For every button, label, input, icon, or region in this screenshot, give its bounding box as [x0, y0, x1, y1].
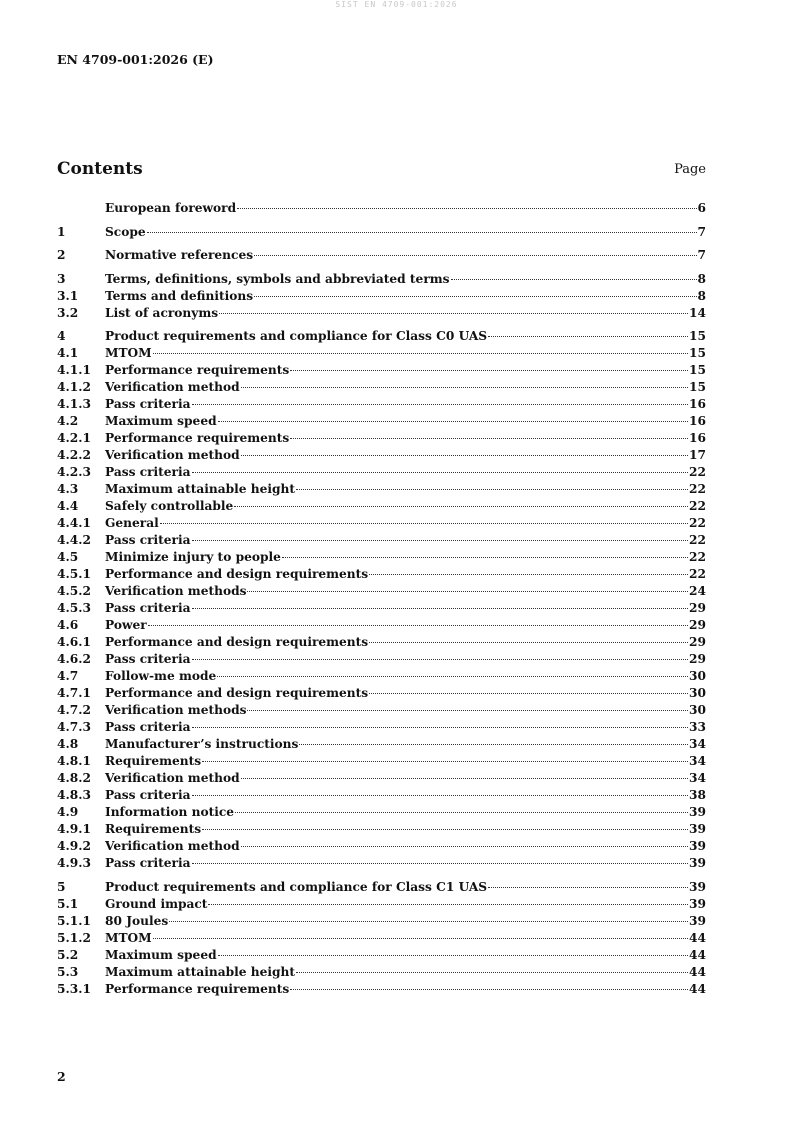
toc-entry[interactable] — [57, 448, 706, 465]
toc-entry-number: 4.7.2 — [57, 703, 91, 717]
toc-entry-title: MTOM — [105, 930, 152, 945]
toc-dot-leader — [290, 989, 688, 990]
toc-entry-title: Product requirements and compliance for Class C0 UAS — [105, 329, 488, 343]
toc-entry-title: Performance requirements — [105, 981, 290, 996]
toc-entry-page: 39 — [689, 896, 706, 911]
toc-entry-number: 4.1 — [57, 346, 79, 360]
toc-entry-title: Maximum speed — [105, 947, 217, 962]
toc-entry[interactable] — [57, 931, 706, 948]
toc-entry-page: 38 — [689, 788, 706, 802]
toc-entry-number: 4.6.2 — [57, 652, 91, 666]
toc-entry-page: 17 — [689, 448, 706, 462]
toc-entry[interactable] — [57, 431, 706, 448]
toc-entry-title: Performance and design requirements — [105, 635, 369, 649]
toc-entry-title: Follow-me mode — [105, 669, 217, 683]
toc-entry-page: 22 — [689, 516, 706, 530]
toc-dot-leader — [247, 591, 688, 592]
toc-dot-leader — [282, 557, 688, 558]
toc-entry[interactable] — [57, 363, 706, 380]
toc-entry-page: 22 — [689, 499, 706, 513]
toc-dot-leader — [169, 921, 688, 922]
page-number: 2 — [57, 1069, 66, 1084]
toc-entry-page: 22 — [689, 482, 706, 496]
toc-entry-number: 4.8 — [57, 737, 79, 751]
toc-entry-number: 4.1.3 — [57, 397, 91, 411]
toc-dot-leader — [160, 523, 688, 524]
toc-entry-page: 8 — [697, 271, 706, 286]
toc-entry-number: 5.1.1 — [57, 913, 91, 928]
toc-dot-leader — [241, 455, 688, 456]
toc-dot-leader — [241, 846, 688, 847]
toc-entry-title: Pass criteria — [105, 720, 191, 734]
toc-entry-page: 29 — [689, 652, 706, 666]
toc-entry[interactable] — [57, 880, 706, 897]
toc-entry-number: 4.1.1 — [57, 363, 91, 377]
toc-dot-leader — [192, 863, 689, 864]
toc-entry-page: 7 — [697, 224, 706, 239]
toc-entry-number: 4.8.3 — [57, 788, 91, 802]
toc-entry-number: 4.6.1 — [57, 635, 91, 649]
toc-entry[interactable] — [57, 289, 706, 306]
toc-dot-leader — [192, 795, 689, 796]
toc-dot-leader — [254, 296, 696, 297]
toc-entry-title: Pass criteria — [105, 856, 191, 870]
toc-entry-page: 44 — [689, 930, 706, 945]
toc-dot-leader — [235, 812, 688, 813]
toc-entry[interactable] — [57, 720, 706, 737]
toc-entry-number: 4.8.1 — [57, 754, 91, 768]
toc-entry-number: 4.4 — [57, 499, 79, 513]
toc-entry-title: Verification method — [105, 771, 240, 785]
watermark: SIST EN 4709-001:2026 — [335, 0, 458, 9]
toc-entry[interactable] — [57, 635, 706, 652]
toc-entry-title: Verification method — [105, 380, 240, 394]
toc-entry-title: Information notice — [105, 805, 235, 819]
toc-entry-title: Terms and definitions — [105, 288, 254, 303]
toc-entry-title: General — [105, 516, 159, 530]
toc-entry-page: 39 — [689, 839, 706, 853]
toc-entry[interactable] — [57, 567, 706, 584]
toc-entry[interactable] — [57, 618, 706, 635]
toc-entry-title: Pass criteria — [105, 601, 191, 615]
toc-dot-leader — [488, 336, 688, 337]
toc-entry-page: 39 — [689, 856, 706, 870]
toc-entry-number: 4.7.1 — [57, 686, 91, 700]
toc-entry[interactable] — [57, 737, 706, 754]
toc-entry-page: 7 — [697, 248, 706, 262]
toc-entry-number: 4.7.3 — [57, 720, 91, 734]
table-of-contents — [57, 201, 706, 999]
toc-entry-number: 4.1.2 — [57, 380, 91, 394]
toc-entry-page: 8 — [697, 288, 706, 303]
toc-entry-page: 16 — [689, 431, 706, 445]
toc-entry[interactable] — [57, 533, 706, 550]
toc-entry-title: Verification method — [105, 839, 240, 853]
toc-entry-title: Normative references — [105, 248, 254, 262]
toc-dot-leader — [147, 232, 697, 233]
toc-entry-page: 6 — [697, 201, 706, 215]
toc-dot-leader — [254, 255, 696, 256]
toc-dot-leader — [192, 608, 689, 609]
toc-dot-leader — [290, 370, 688, 371]
toc-entry-title: MTOM — [105, 346, 152, 360]
toc-entry-title: Performance and design requirements — [105, 686, 369, 700]
toc-dot-leader — [247, 710, 688, 711]
toc-entry[interactable] — [57, 201, 706, 218]
toc-entry[interactable] — [57, 897, 706, 914]
toc-entry[interactable] — [57, 601, 706, 618]
toc-entry-page: 14 — [689, 305, 706, 320]
toc-entry-number: 4.5.1 — [57, 567, 91, 581]
toc-entry-page: 15 — [689, 380, 706, 394]
toc-entry[interactable] — [57, 584, 706, 601]
toc-entry[interactable] — [57, 306, 706, 323]
toc-entry-title: Performance requirements — [105, 431, 290, 445]
toc-dot-leader — [299, 744, 688, 745]
toc-dot-leader — [192, 659, 689, 660]
toc-entry-title: Pass criteria — [105, 465, 191, 479]
toc-entry[interactable] — [57, 499, 706, 516]
toc-entry-page: 34 — [689, 737, 706, 751]
toc-entry-number: 4.6 — [57, 618, 79, 632]
toc-dot-leader — [202, 761, 688, 762]
toc-entry-title: Requirements — [105, 822, 202, 836]
toc-entry-page: 29 — [689, 618, 706, 632]
toc-entry-number: 4.5.3 — [57, 601, 91, 615]
toc-entry-page: 44 — [689, 964, 706, 979]
toc-entry-title: Ground impact — [105, 896, 208, 911]
toc-entry[interactable] — [57, 703, 706, 720]
toc-dot-leader — [241, 387, 688, 388]
toc-entry[interactable] — [57, 346, 706, 363]
document-id: EN 4709-001:2026 (E) — [57, 52, 214, 67]
toc-entry-title: Terms, definitions, symbols and abbreviated terms — [105, 271, 450, 286]
toc-dot-leader — [296, 972, 688, 973]
toc-entry-page: 33 — [689, 720, 706, 734]
toc-dot-leader — [219, 313, 688, 314]
toc-dot-leader — [202, 829, 688, 830]
toc-entry-title: Product requirements and compliance for Class C1 UAS — [105, 879, 488, 894]
toc-entry-number: 1 — [57, 224, 66, 239]
toc-entry[interactable] — [57, 771, 706, 788]
toc-entry-title: Verification method — [105, 448, 240, 462]
toc-entry[interactable] — [57, 482, 706, 499]
toc-entry-number: 4.2 — [57, 414, 79, 428]
toc-entry[interactable] — [57, 397, 706, 414]
toc-entry-title: Scope — [105, 224, 146, 239]
toc-entry[interactable] — [57, 982, 706, 999]
toc-entry[interactable] — [57, 414, 706, 431]
toc-dot-leader — [192, 540, 689, 541]
toc-entry-number: 5.1 — [57, 896, 79, 911]
toc-entry-number: 2 — [57, 248, 66, 262]
toc-entry-number: 5.2 — [57, 947, 79, 962]
toc-entry-title: Maximum attainable height — [105, 964, 296, 979]
toc-dot-leader — [208, 904, 688, 905]
toc-entry-number: 5.1.2 — [57, 930, 91, 945]
toc-entry-title: Maximum speed — [105, 414, 217, 428]
toc-entry-number: 3.2 — [57, 305, 79, 320]
toc-entry-number: 4.4.2 — [57, 533, 91, 547]
toc-entry-page: 15 — [689, 346, 706, 360]
toc-entry-page: 30 — [689, 669, 706, 683]
toc-entry-page: 39 — [689, 805, 706, 819]
toc-dot-leader — [218, 421, 688, 422]
toc-entry[interactable] — [57, 839, 706, 856]
toc-entry-number: 4.7 — [57, 669, 79, 683]
toc-dot-leader — [237, 208, 696, 209]
toc-entry-number: 4.9.1 — [57, 822, 91, 836]
toc-entry-title: Performance requirements — [105, 363, 290, 377]
toc-dot-leader — [369, 642, 688, 643]
toc-entry[interactable] — [57, 965, 706, 982]
toc-entry-title: 80 Joules — [105, 913, 169, 928]
toc-entry-title: Maximum attainable height — [105, 482, 296, 496]
toc-entry[interactable] — [57, 465, 706, 482]
toc-entry-title: Performance and design requirements — [105, 567, 369, 581]
toc-dot-leader — [217, 676, 688, 677]
toc-entry-page: 29 — [689, 635, 706, 649]
toc-entry[interactable] — [57, 272, 706, 289]
toc-entry-page: 16 — [689, 414, 706, 428]
toc-entry-number: 5.3.1 — [57, 981, 91, 996]
toc-entry-title: European foreword — [105, 201, 237, 215]
toc-dot-leader — [192, 472, 689, 473]
toc-entry-page: 39 — [689, 879, 706, 894]
toc-entry[interactable] — [57, 788, 706, 805]
toc-entry-number: 4.3 — [57, 482, 79, 496]
toc-entry-page: 30 — [689, 686, 706, 700]
toc-entry-page: 16 — [689, 397, 706, 411]
toc-entry-number: 4.4.1 — [57, 516, 91, 530]
toc-entry[interactable] — [57, 822, 706, 839]
toc-entry-number: 5.3 — [57, 964, 79, 979]
toc-entry-page: 39 — [689, 913, 706, 928]
toc-entry[interactable] — [57, 329, 706, 346]
toc-entry-page: 34 — [689, 754, 706, 768]
toc-dot-leader — [296, 489, 688, 490]
toc-entry-page: 22 — [689, 550, 706, 564]
toc-entry[interactable] — [57, 248, 706, 265]
toc-entry-title: Power — [105, 618, 147, 632]
toc-entry[interactable] — [57, 914, 706, 931]
toc-entry-page: 34 — [689, 771, 706, 785]
toc-entry[interactable] — [57, 856, 706, 873]
toc-entry-page: 44 — [689, 981, 706, 996]
toc-entry[interactable] — [57, 948, 706, 965]
toc-entry[interactable] — [57, 754, 706, 771]
toc-entry-title: Safely controllable — [105, 499, 234, 513]
toc-entry-number: 4.2.3 — [57, 465, 91, 479]
toc-dot-leader — [192, 404, 689, 405]
toc-dot-leader — [148, 625, 688, 626]
toc-entry-number: 4.9 — [57, 805, 79, 819]
toc-entry-title: List of acronyms — [105, 305, 219, 320]
toc-dot-leader — [153, 938, 688, 939]
toc-entry-page: 44 — [689, 947, 706, 962]
toc-entry-page: 39 — [689, 822, 706, 836]
toc-entry-title: Minimize injury to people — [105, 550, 281, 564]
toc-dot-leader — [192, 727, 689, 728]
toc-entry[interactable] — [57, 686, 706, 703]
toc-dot-leader — [241, 778, 688, 779]
toc-entry-number: 4.9.2 — [57, 839, 91, 853]
toc-entry-number: 3.1 — [57, 288, 79, 303]
toc-entry[interactable] — [57, 805, 706, 822]
toc-dot-leader — [369, 693, 688, 694]
toc-entry[interactable] — [57, 380, 706, 397]
toc-entry-title: Pass criteria — [105, 397, 191, 411]
toc-dot-leader — [451, 279, 697, 280]
toc-entry-number: 4.9.3 — [57, 856, 91, 870]
toc-entry-title: Verification methods — [105, 703, 247, 717]
toc-entry-number: 4 — [57, 329, 66, 343]
toc-entry-title: Pass criteria — [105, 788, 191, 802]
toc-entry-number: 5 — [57, 879, 66, 894]
toc-entry[interactable] — [57, 516, 706, 533]
toc-entry-page: 29 — [689, 601, 706, 615]
toc-dot-leader — [488, 887, 688, 888]
toc-entry-page: 22 — [689, 533, 706, 547]
toc-entry-page: 22 — [689, 465, 706, 479]
page-column-label: Page — [674, 162, 706, 177]
toc-dot-leader — [234, 506, 688, 507]
toc-entry-number: 3 — [57, 271, 66, 286]
toc-entry-page: 22 — [689, 567, 706, 581]
toc-entry[interactable] — [57, 652, 706, 669]
toc-dot-leader — [153, 353, 688, 354]
toc-entry-page: 24 — [689, 584, 706, 598]
toc-entry[interactable] — [57, 669, 706, 686]
toc-entry-page: 30 — [689, 703, 706, 717]
toc-entry-title: Pass criteria — [105, 533, 191, 547]
toc-entry-page: 15 — [689, 363, 706, 377]
toc-entry-title: Pass criteria — [105, 652, 191, 666]
toc-entry-number: 4.5.2 — [57, 584, 91, 598]
toc-entry-number: 4.5 — [57, 550, 79, 564]
toc-entry-title: Verification methods — [105, 584, 247, 598]
toc-entry[interactable] — [57, 225, 706, 242]
toc-entry[interactable] — [57, 550, 706, 567]
contents-title: Contents — [57, 159, 143, 179]
toc-dot-leader — [218, 955, 688, 956]
toc-entry-number: 4.8.2 — [57, 771, 91, 785]
toc-entry-title: Requirements — [105, 754, 202, 768]
toc-entry-number: 4.2.1 — [57, 431, 91, 445]
toc-dot-leader — [369, 574, 688, 575]
toc-dot-leader — [290, 438, 688, 439]
toc-entry-number: 4.2.2 — [57, 448, 91, 462]
toc-entry-page: 15 — [689, 329, 706, 343]
toc-entry-title: Manufacturer’s instructions — [105, 737, 299, 751]
